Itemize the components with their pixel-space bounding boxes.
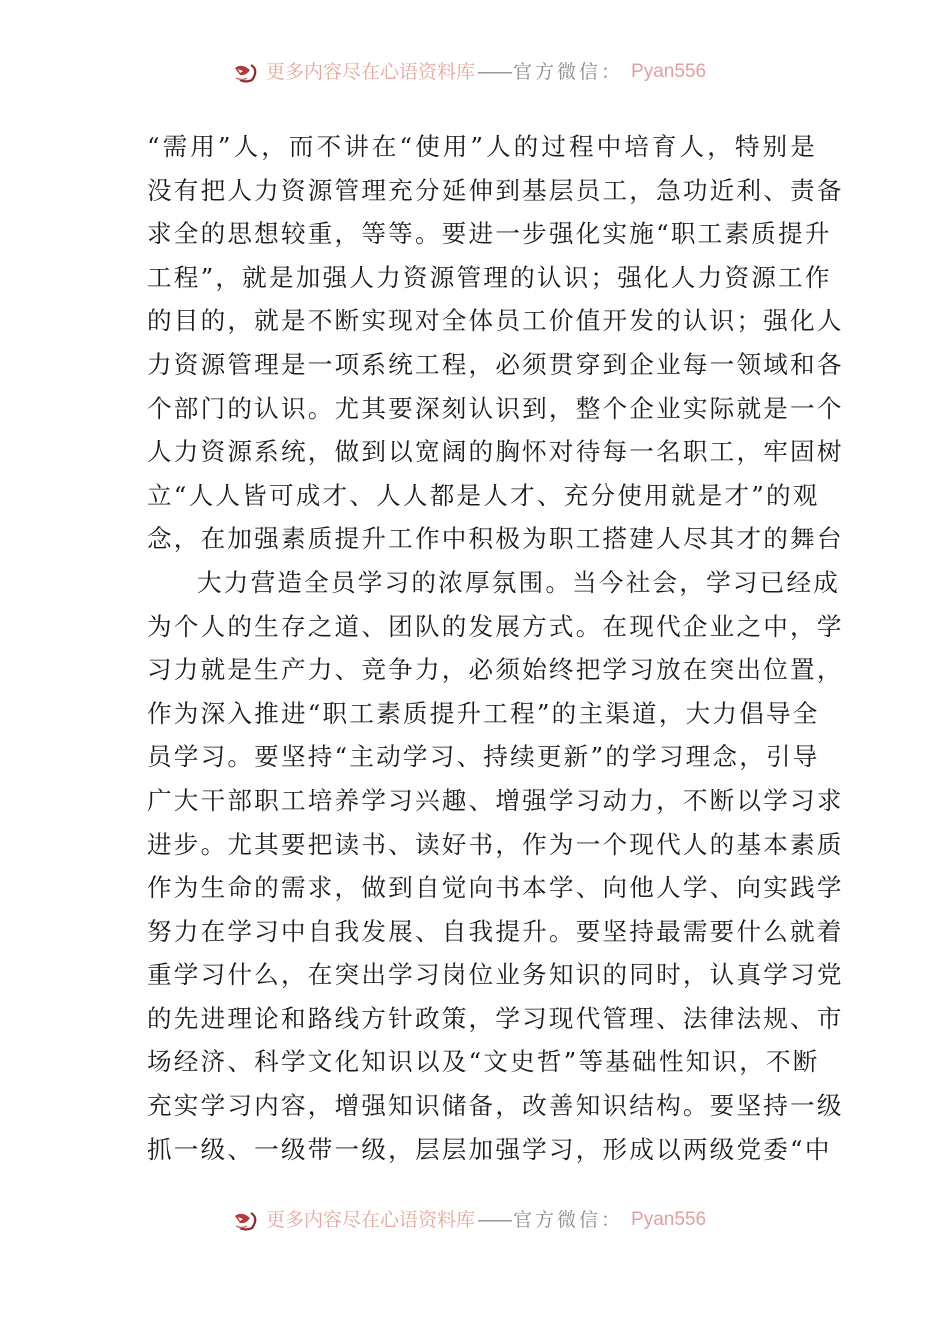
watermark-wechat-id: Pyan556: [631, 1209, 707, 1230]
logo-icon: [232, 60, 262, 84]
watermark-wechat-id: Pyan556: [631, 61, 707, 82]
text-line: 努力在学习中自我发展、自我提升。要坚持最需要什么就着: [147, 916, 844, 946]
watermark-label: 官方微信：: [513, 1209, 624, 1231]
paragraph-start-line: 大力营造全员学习的浓厚氛围。当今社会，学习已经成: [197, 567, 841, 597]
watermark-main-text: 更多内容尽在心语资料库: [266, 61, 476, 83]
text-line: 作为深入推进“职工素质提升工程”的主渠道，大力倡导全: [147, 698, 820, 728]
text-line: 员学习。要坚持“主动学习、持续更新”的学习理念，引导: [147, 742, 820, 772]
footer-watermark: [232, 1208, 722, 1232]
watermark-label: 官方微信：: [513, 61, 624, 83]
text-line: 习力就是生产力、竞争力，必须始终把学习放在突出位置，: [147, 655, 844, 685]
text-line: 个部门的认识。尤其要深刻认识到，整个企业实际就是一个: [147, 393, 844, 423]
text-line: 为个人的生存之道、团队的发展方式。在现代企业之中，学: [147, 611, 844, 641]
text-line: 人力资源系统，做到以宽阔的胸怀对待每一名职工，牢固树: [147, 437, 844, 467]
logo-icon: [232, 1208, 262, 1232]
text-line: 立“人人皆可成才、人人都是人才、充分使用就是才”的观: [147, 480, 820, 510]
text-line: 求全的思想较重，等等。要进一步强化实施“职工素质提升: [147, 219, 832, 249]
watermark-dash: ——: [477, 61, 512, 83]
text-line: 充实学习内容，增强知识储备，改善知识结构。要坚持一级: [147, 1091, 844, 1121]
watermark-dash: ——: [477, 1209, 512, 1231]
header-watermark: [232, 60, 722, 84]
text-line: 没有把人力资源管理充分延伸到基层员工，急功近利、责备: [147, 175, 844, 205]
text-line: 进步。尤其要把读书、读好书，作为一个现代人的基本素质: [147, 829, 844, 859]
text-line: 场经济、科学文化知识以及“文史哲”等基础性知识，不断: [147, 1047, 820, 1077]
text-line: 作为生命的需求，做到自觉向书本学、向他人学、向实践学: [147, 873, 844, 903]
text-line: 的目的，就是不断实现对全体员工价值开发的认识；强化人: [147, 306, 844, 336]
text-line: 的先进理论和路线方针政策，学习现代管理、法律法规、市: [147, 1003, 844, 1033]
document-body: [147, 125, 844, 1171]
watermark-main-text: 更多内容尽在心语资料库: [266, 1209, 476, 1231]
text-line: 广大干部职工培养学习兴趣、增强学习动力，不断以学习求: [147, 785, 844, 815]
text-line: “需用”人，而不讲在“使用”人的过程中培育人，特别是: [147, 132, 817, 161]
text-line: 抓一级、一级带一级，层层加强学习，形成以两级党委“中: [147, 1134, 832, 1164]
text-line: 重学习什么，在突出学习岗位业务知识的同时，认真学习党: [147, 960, 844, 990]
text-line: 念，在加强素质提升工作中积极为职工搭建人尽其才的舞台: [147, 524, 844, 554]
text-line: 工程”，就是加强人力资源管理的认识；强化人力资源工作: [147, 262, 832, 292]
text-line: 力资源管理是一项系统工程，必须贯穿到企业每一领域和各: [147, 349, 844, 379]
